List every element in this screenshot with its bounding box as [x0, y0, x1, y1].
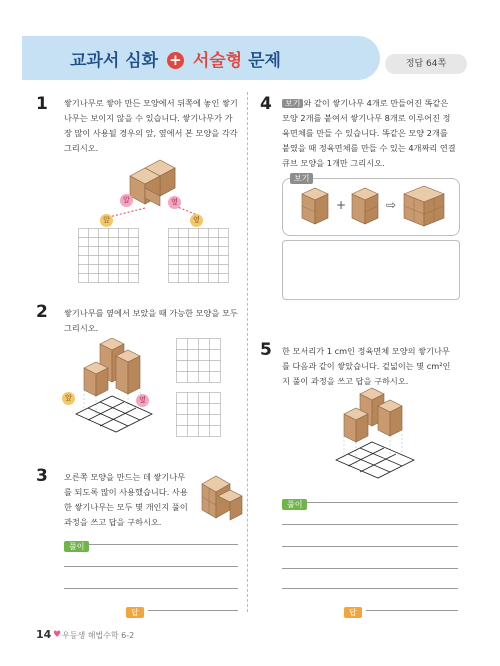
q4-plus: + [336, 198, 347, 212]
q2-grid-1[interactable] [176, 338, 222, 384]
q5-solve-line-3[interactable] [282, 546, 458, 547]
q5-line: 지 풀이 과정을 쓰고 답을 구하시오. [282, 376, 409, 386]
q4-arrow: ⇨ [386, 198, 397, 212]
q1-line: 쌓기나무로 쌓아 만든 모양에서 뒤쪽에 놓인 쌓기 [64, 98, 238, 108]
q1-front-marker: 앞 [120, 194, 133, 207]
q4-line: 붙였을 때 정육면체를 만들 수 있는 4개짜리 연결 [282, 143, 456, 153]
q1-text [64, 96, 244, 156]
footer-book-title: 우등생 해법수학 6-2 [62, 631, 135, 640]
page-number: 14 [36, 628, 52, 641]
q3-solve-tag: 풀이 [64, 541, 89, 552]
q2-text [64, 306, 244, 336]
title-part-1: 교과서 심화 [70, 51, 159, 71]
q1-line: 그리시오. [64, 143, 99, 153]
q5-solve-line-5[interactable] [282, 588, 458, 589]
q4-bogi-inline: 보기 [282, 99, 303, 108]
q4-number: 4 [260, 94, 272, 114]
q5-solve-line-2[interactable] [282, 524, 458, 525]
q1-front-grid[interactable] [78, 228, 140, 284]
q4-example-result [402, 184, 446, 228]
q5-solve-tag: 풀이 [282, 499, 307, 510]
q5-solve-line-1[interactable] [306, 502, 458, 503]
title-part-3: 문제 [248, 51, 281, 71]
q5-line: 를 다음과 같이 쌓았습니다. 겉넓이는 몇 cm²인 [282, 361, 451, 371]
q5-number: 5 [260, 340, 272, 360]
q3-line: 오른쪽 모양을 만드는 데 쌓기나무 [64, 472, 186, 482]
q4-line-0: 와 같이 쌓기나무 4개로 만들어진 똑같은 [303, 98, 449, 108]
q1-number: 1 [36, 94, 48, 114]
q1-line: 장 많이 사용될 경우의 앞, 옆에서 본 모양을 각각 [64, 128, 238, 138]
q5-answer-line[interactable] [366, 610, 458, 611]
plus-icon: + [167, 52, 184, 69]
q5-line: 한 모서리가 1 cm인 정육면체 모양의 쌓기나무 [282, 346, 450, 356]
q3-line: 과정을 쓰고 답을 구하시오. [64, 517, 162, 527]
q2-cube-stack [76, 338, 152, 432]
q3-answer-tag: 답 [126, 607, 144, 618]
q1-side-grid[interactable] [168, 228, 230, 284]
q3-line: 를 되도록 많이 사용했습니다. 사용 [64, 487, 188, 497]
q2-front-label: 앞 [62, 392, 75, 405]
q3-solve-line-1[interactable] [88, 544, 238, 545]
q5-answer-tag: 답 [344, 607, 362, 618]
q2-side-label: 옆 [136, 394, 149, 407]
q4-drawing-area[interactable] [282, 240, 460, 300]
q2-grid-2[interactable] [176, 392, 222, 438]
q1-side-marker: 옆 [168, 196, 181, 209]
q3-line: 한 쌓기나무는 모두 몇 개인지 풀이 [64, 502, 188, 512]
page-title [70, 46, 281, 71]
q4-line: 큐브 모양을 1개만 그리시오. [282, 158, 385, 168]
q5-cube-stack [336, 388, 414, 478]
q5-answer-label [344, 600, 362, 619]
q3-solve-line-2[interactable] [64, 566, 238, 567]
q5-solve-line-4[interactable] [282, 568, 458, 569]
q3-solve-label [64, 534, 89, 553]
q1-front-label: 앞 [100, 214, 113, 227]
title-part-2: 서술형 [192, 51, 243, 71]
q1-cube-stack [105, 160, 200, 218]
q3-solve-line-3[interactable] [64, 588, 238, 589]
q2-number: 2 [36, 302, 48, 322]
q1-line: 나무는 보이지 않을 수 있습니다. 쌓기나무가 가 [64, 113, 233, 123]
q4-line: 육면체를 만들 수 있습니다. 똑같은 모양 2개를 [282, 128, 448, 138]
q3-text [64, 470, 204, 530]
q4-line: 모양 2개를 붙여서 쌓기나무 8개로 이루어진 정 [282, 113, 451, 123]
q2-line: 쌓기나무를 옆에서 보았을 때 가능한 모양을 모두 [64, 308, 238, 318]
q5-figure [330, 386, 430, 482]
q4-text [282, 96, 462, 171]
heart-icon: ♥ [53, 630, 62, 640]
q3-answer-line[interactable] [148, 610, 238, 611]
q5-text [282, 344, 462, 389]
q4-line [282, 96, 462, 111]
q3-figure [198, 474, 244, 524]
q3-answer-label [126, 600, 144, 619]
q2-line: 그리시오. [64, 323, 99, 333]
q4-example-piece-2 [350, 186, 380, 226]
q4-example-label: 보기 [290, 173, 313, 184]
q4-example-piece-1 [300, 186, 330, 226]
q2-figure [70, 338, 160, 434]
q1-side-label: 옆 [190, 214, 203, 227]
q5-solve-label [282, 492, 307, 511]
q3-number: 3 [36, 466, 48, 486]
answer-reference: 정답 64쪽 [385, 54, 467, 74]
